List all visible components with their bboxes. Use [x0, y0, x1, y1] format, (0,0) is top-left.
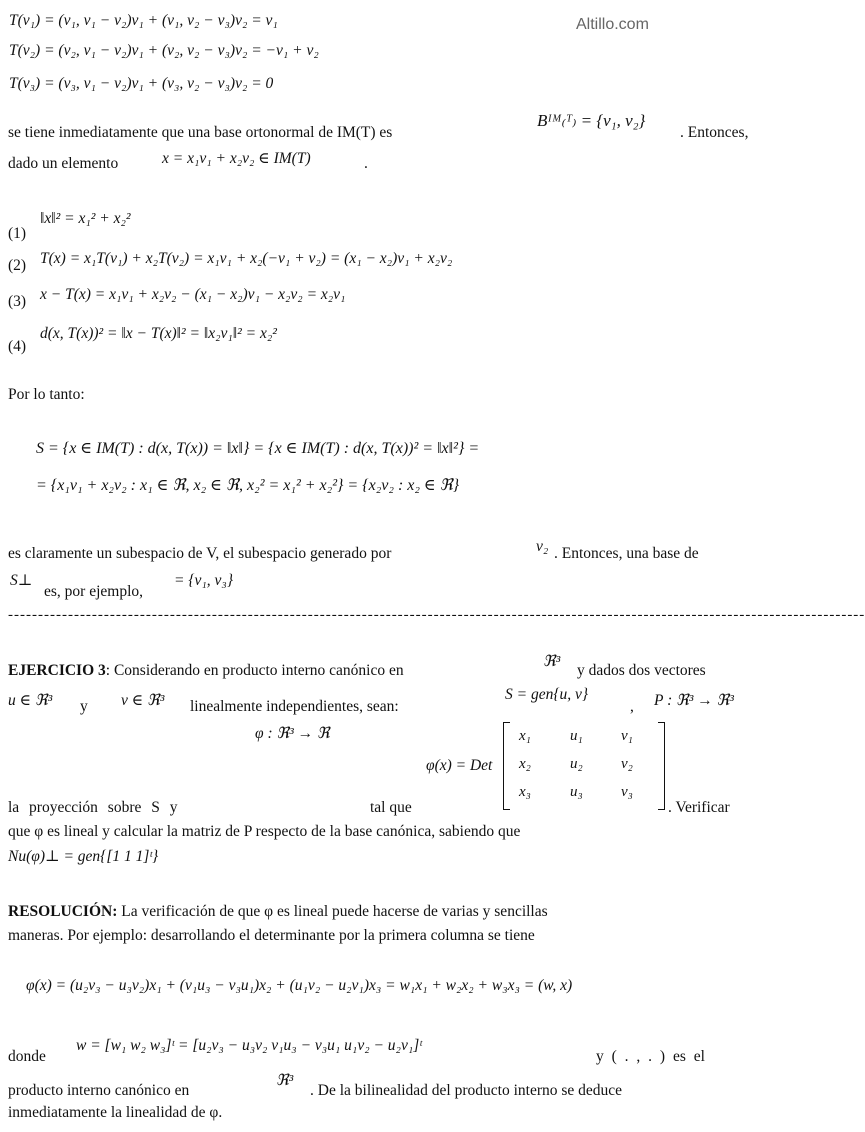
r3-symbol: ℜ³	[276, 1072, 294, 1089]
matrix-cell: u₁	[570, 728, 583, 744]
equation-T-v1: T(v₁) = (v₁, v₁ − v₂)v₁ + (v₁, v₂ − v₃)v₂ = v₁	[9, 12, 278, 29]
paragraph-text: .	[364, 155, 368, 172]
v-in-r3: v ∈ ℜ³	[121, 692, 165, 709]
paragraph-text: es, por ejemplo,	[44, 583, 144, 600]
paragraph-text: y ( . , . ) es el	[596, 1048, 705, 1065]
equation-number: (1)	[8, 225, 27, 242]
matrix-cell: u₃	[570, 784, 583, 800]
paragraph-text: . Entonces,	[680, 124, 749, 141]
element-x-equation: x = x₁v₁ + x₂v₂ ∈ IM(T)	[162, 150, 311, 167]
s-gen-equation: S = gen{u, v}	[505, 686, 589, 703]
equation-number: (4)	[8, 338, 27, 355]
phi-x-det: φ(x) = Det	[426, 757, 493, 774]
equation-1: ‖x‖² = x₁² + x₂²	[40, 210, 131, 227]
paragraph-text: la proyección sobre S y	[8, 799, 178, 816]
matrix-cell: u₂	[570, 756, 583, 772]
paragraph-text: Por lo tanto:	[8, 386, 85, 403]
u-in-r3: u ∈ ℜ³	[8, 692, 53, 709]
s-perp: S⊥	[10, 572, 33, 589]
paragraph-text: y dados dos vectores	[577, 662, 706, 679]
matrix-cell: v₂	[621, 756, 633, 772]
paragraph-text: . Verificar	[668, 799, 730, 816]
r3-symbol: ℜ³	[543, 653, 561, 670]
phi-expansion-equation: φ(x) = (u₂v₃ − u₃v₂)x₁ + (v₁u₃ − v₃u₁)x₂ + (u₁v₂ − u₂v₁)x₃ = w₁x₁ + w₂x₂ + w₃x₃ = (w, x)	[26, 977, 573, 994]
equation-4: d(x, T(x))² = ‖x − T(x)‖² = ‖x₂v₁‖² = x₂²	[40, 325, 277, 342]
equation-T-v2: T(v₂) = (v₂, v₁ − v₂)v₁ + (v₂, v₂ − v₃)v₂ = −v₁ + v₂	[9, 42, 319, 59]
paragraph-text: que φ es lineal y calcular la matriz de P respecto de la base canónica, sabiendo que	[8, 823, 521, 840]
phi-map: φ : ℜ³ → ℜ	[255, 725, 330, 742]
exercise-title: EJERCICIO 3	[8, 662, 106, 679]
matrix-cell: x₃	[519, 784, 531, 800]
resolution-heading	[8, 903, 548, 921]
w-vector-equation: w = [w₁ w₂ w₃]ᵗ = [u₂v₃ − u₃v₂ v₁u₃ − v₃u₁ u₁v₂ − u₂v₁]ᵗ	[76, 1037, 422, 1054]
paragraph-text: . Entonces, una base de	[554, 545, 699, 562]
right-bracket	[658, 722, 665, 810]
paragraph-text: tal que	[370, 799, 412, 816]
matrix-cell: v₁	[621, 728, 633, 744]
set-equation-1: S = {x ∈ IM(T) : d(x, T(x)) = ‖x‖} = {x ∈ IM(T) : d(x, T(x))² = ‖x‖²} =	[36, 440, 480, 457]
matrix-cell: v₃	[621, 784, 633, 800]
paragraph-text: maneras. Por ejemplo: desarrollando el determinante por la primera columna se tiene	[8, 927, 535, 944]
vector-v2: v₂	[536, 538, 549, 555]
left-bracket	[503, 722, 510, 810]
matrix-cell: x₂	[519, 756, 531, 772]
paragraph-text: donde	[8, 1048, 46, 1065]
paragraph-text: y	[80, 698, 88, 715]
basis-im-equation: Bᴵᴹ₍ᵀ₎ = {v₁, v₂}	[537, 111, 646, 130]
paragraph-text: es claramente un subespacio de V, el subespacio generado por	[8, 545, 392, 562]
paragraph-text: . De la bilinealidad del producto interno se deduce	[310, 1082, 623, 1099]
paragraph-text: producto interno canónico en	[8, 1082, 190, 1099]
equation-number: (3)	[8, 293, 27, 310]
nu-phi-equation: Nu(φ)⊥ = gen{[1 1 1]ᵗ}	[8, 848, 159, 865]
equation-number: (2)	[8, 257, 27, 274]
resolution-text: La verificación de que φ es lineal puede hacerse de varias y sencillas	[121, 903, 548, 920]
separator-line: -----------------------------------------------------------------------------------------------------------------------------------------------	[8, 607, 865, 623]
watermark: Altillo.com	[576, 16, 649, 33]
determinant-matrix	[503, 722, 665, 810]
paragraph-text: se tiene inmediatamente que una base ortonormal de IM(T) es	[8, 124, 393, 141]
basis-s-perp: = {v₁, v₃}	[174, 572, 234, 589]
exercise-text: : Considerando en producto interno canónico en	[105, 662, 404, 679]
paragraph-text: inmediatamente la linealidad de φ.	[8, 1104, 223, 1121]
equation-3: x − T(x) = x₁v₁ + x₂v₂ − (x₁ − x₂)v₁ − x₂v₂ = x₂v₁	[40, 286, 346, 303]
set-equation-2: = {x₁v₁ + x₂v₂ : x₁ ∈ ℜ, x₂ ∈ ℜ, x₂² = x₁² + x₂²} = {x₂v₂ : x₂ ∈ ℜ}	[36, 477, 460, 494]
comma: ,	[630, 698, 634, 715]
equation-T-v3: T(v₃) = (v₃, v₁ − v₂)v₁ + (v₃, v₂ − v₃)v₂ = 0	[9, 75, 274, 92]
resolution-title: RESOLUCIÓN:	[8, 903, 118, 920]
equation-2: T(x) = x₁T(v₁) + x₂T(v₂) = x₁v₁ + x₂(−v₁ + v₂) = (x₁ − x₂)v₁ + x₂v₂	[40, 250, 453, 267]
p-map: P : ℜ³ → ℜ³	[654, 692, 734, 709]
paragraph-text: linealmente independientes, sean:	[190, 698, 399, 715]
matrix-cell: x₁	[519, 728, 531, 744]
paragraph-text: dado un elemento	[8, 155, 119, 172]
exercise-heading	[8, 662, 404, 680]
